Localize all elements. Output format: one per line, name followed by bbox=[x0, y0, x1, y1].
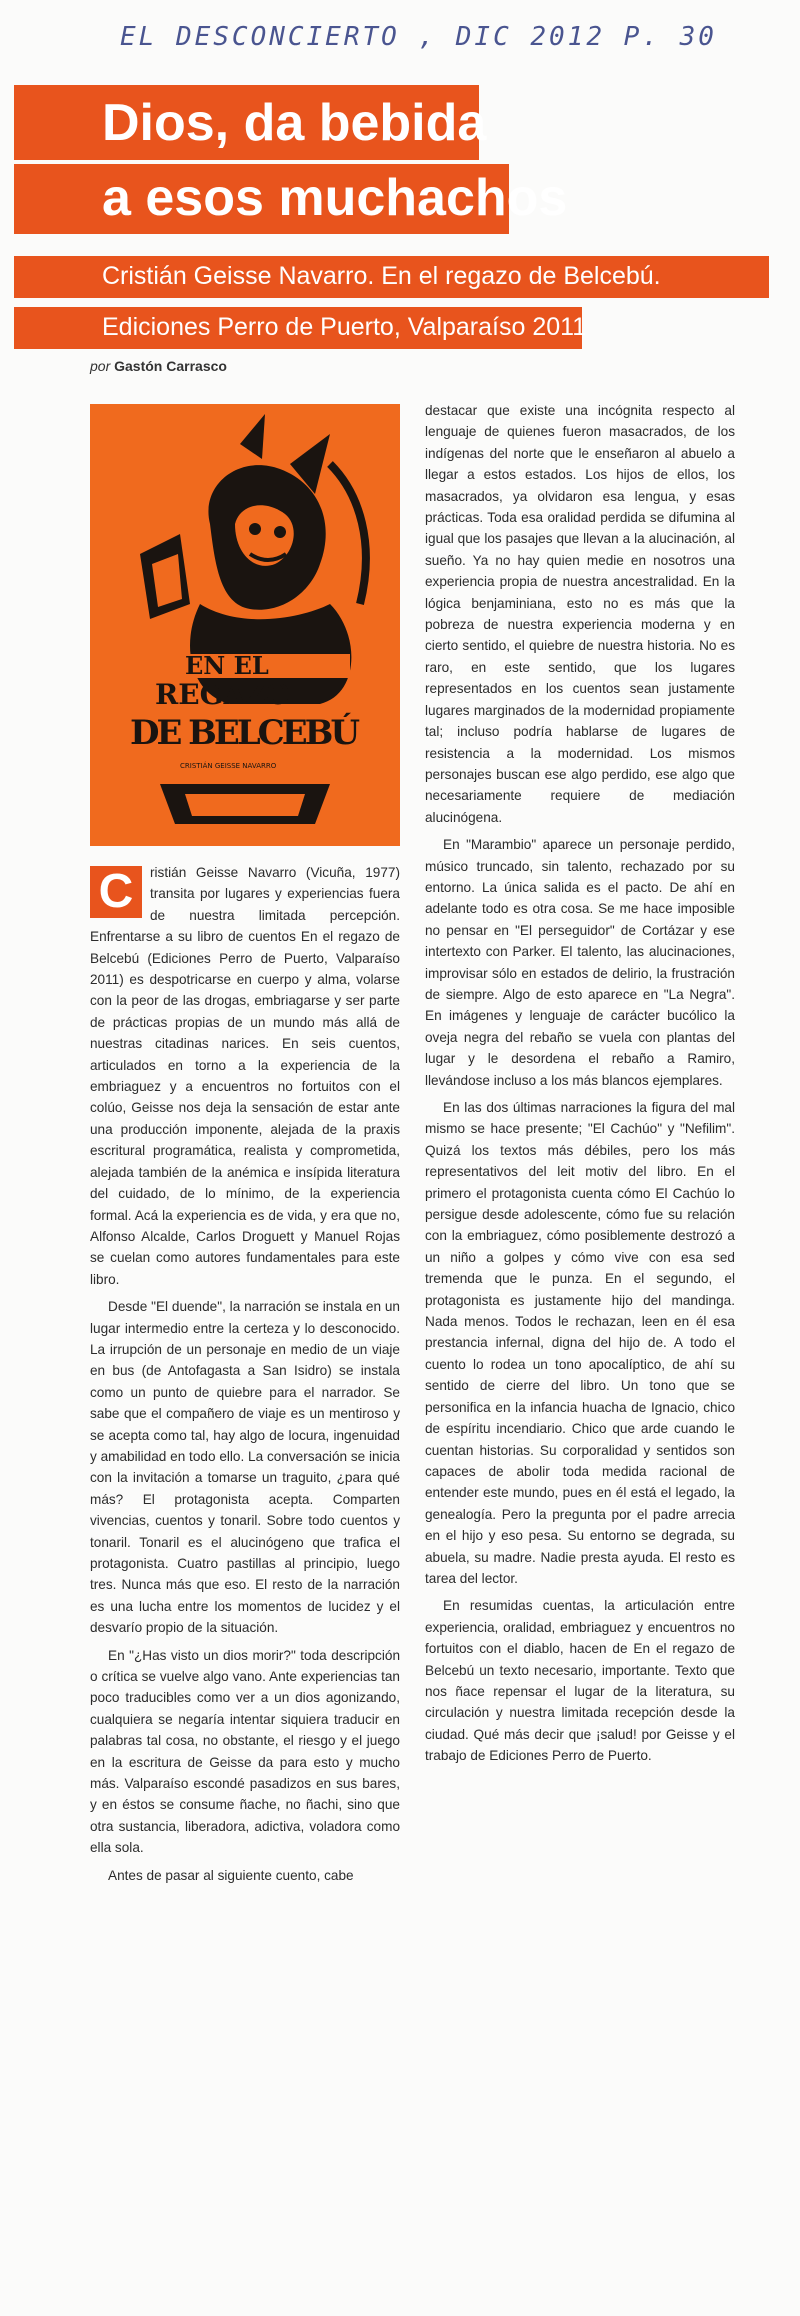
cover-author: CRISTIÁN GEISSE NAVARRO bbox=[180, 762, 277, 770]
article-paragraph: Antes de pasar al siguiente cuento, cabe bbox=[108, 1867, 354, 1883]
handwritten-note: EL DESCONCIERTO , DIC 2012 P. 30 bbox=[120, 22, 717, 52]
byline-prefix: por bbox=[90, 358, 111, 374]
book-cover-image bbox=[90, 404, 400, 846]
article-paragraph: En "Marambio" aparece un personaje perdido, músico truncado, sin talento, rechazado por su entorno. La única salida es el pacto. De ahí en adelante todo es otra cosa. Se me hace imposible no pensar en "El perseguidor" de Cortázar y ese intertexto con Parker. El talento, las alucinaciones, improvisar sólo en estados de delirio, la frustración de siempre. Algo de esto aparece en "La Negra". En imágenes y lenguaje de carácter bucólico la oveja negra del rebaño se vuela con plantas del lugar y le desordena el rebaño a Ramiro, llevándose incluso a los más blancos ejemplares. bbox=[425, 837, 735, 1088]
drop-cap: C bbox=[90, 866, 142, 918]
article-paragraph: En "¿Has visto un dios morir?" toda descripción o crítica se vuelve algo vano. Ante experiencias tan poco traducibles como ver a un dios agonizando, cualquiera se negaría intentar siquiera traducir en palabras tal cosa, no obstante, el riesgo y el juego en la escritura de Geisse da para esto y mucho más. Valparaíso escondé pasadizos en sus bares, y en éstos se consume ñache, no ñachi, sino que otra sustancia, liberadora, adictiva, voladora como ella sola. bbox=[90, 1647, 400, 1856]
article-paragraph: destacar que existe una incógnita respecto al lenguaje de quienes fueron masacrados, de los indígenas del norte que le enseñaron al abuelo a llegar a estos estados. Los hijos de ellos, los masacrados, ya olvidaron esa lengua, y esas prácticas. Toda esa oralidad perdida se difumina al igual que los pasajes que llevan a la alucinación, al sueño. Ya no hay quien medie en nosotros una experiencia propia de nuestra ancestralidad. En la lógica benjaminiana, esto no es más que la pobreza de nuestra experiencia moderna y en cierto sentido, el quiebre de nuestra historia. No es raro, en este sentido, que los lugares representados en los cuentos sean justamente lugares marginados de la modernidad propiamente tal; incluso podría hablarse de lugares de resistencia a la modernidad. Los mismos personajes buscan ese algo perdido, ese algo que necesariamente requiere de mediación alucinógena. bbox=[425, 403, 735, 825]
article-paragraph: En resumidas cuentas, la articulación entre experiencia, oralidad, embriaguez y encuentros no fortuitos con el diablo, hacen de En el regazo de Belcebú un texto necesario, importante. Texto que nos ñace repensar el lugar de la literatura, su circulación y nuestra limitada recepción desde la ciudad. Qué más decir que ¡salud! por Geisse y el trabajo de Ediciones Perro de Puerto. bbox=[425, 1598, 735, 1764]
paragraph-text: ristián Geisse Navarro (Vicuña, 1977) transita por lugares y experiencias fuera de nuestra limitada percepción. Enfrentarse a su libro de cuentos En el regazo de Belcebú (Ediciones Perro de Puerto, Valparaíso 2011) es despotricarse en cuerpo y alma, volarse con la peor de las drogas, embriagarse y ser parte de prácticas propias de un mundo más allá de nuestras citadinas narices. En seis cuentos, articulados en torno a la experiencia de la embriaguez y a encuentros no fortuitos con el colúo, Geisse nos deja la sensación de estar ante una producción imponente, alejada de la praxis escritural programática, realista y comprometida, alejada también de la anémica e insípida literatura del cuidado, de lo mínimo, de la experiencia formal. Acá la experiencia es de vida, y era que no, Alfonso Alcalde, Carlos Droguett y Manuel Rojas se cuelan como autores fundamentales para este libro. bbox=[90, 865, 400, 1287]
article-paragraph: Desde "El duende", la narración se instala en un lugar intermedio entre la certeza y lo desconocido. La irrupción de un personaje en medio de un viaje en bus (de Antofagasta a San Isidro) se instala como un punto de quiebre para el narrador. Se sabe que el compañero de viaje es un mentiroso y se acepta como tal, hay algo de locura, ingenuidad y amabilidad en todo ello. La conversación se inicia con la invitación a tomarse un traguito, ¿para qué más? El protagonista acepta. Comparten vivencias, cuentos y tonaril. Sobre todo cuentos y tonaril. Tonaril es el alucinógeno que trafica el protagonista. Cuatro pastillas al principio, luego tres. Nunca más que eso. El resto de la narración es una lucha entre los momentos de lucidez y el desvarío propio de la situación. bbox=[90, 1299, 400, 1636]
cover-title-3: DE BELCEBÚ bbox=[130, 713, 360, 753]
book-cover-illustration bbox=[90, 404, 400, 846]
byline-author: Gastón Carrasco bbox=[114, 358, 227, 374]
cover-title-2: REGAZO bbox=[155, 678, 291, 711]
headline-line-2: a esos muchachos bbox=[14, 164, 509, 234]
headline-line-1: Dios, da bebida bbox=[14, 85, 479, 160]
cover-title-1: EN EL bbox=[185, 651, 269, 680]
article-column-right bbox=[425, 400, 735, 1773]
byline bbox=[90, 358, 227, 374]
article-paragraph bbox=[90, 862, 400, 1290]
article-paragraph: En las dos últimas narraciones la figura del mal mismo se hace presente; "El Cachúo" y "Nefilim". Quizá los textos más débiles, pero los más representativos del leit motiv del libro. En el primero el protagonista cuenta cómo El Cachúo lo persigue desde adolescente, cómo fue su relación con la embriaguez, cómo posiblemente destrozó a un niño a golpes y cómo vive con esa sed tremenda que le punza. En el segundo, el protagonista es justamente hijo del mandinga. Nada menos. Todos le rechazan, leen en él esa prestancia infernal, digna del hijo de. A todo el cuento lo rodea un tono apocalíptico, de ahí su sentido de cierre del libro. Un tono que se personifica en la infancia huacha de Ignacio, chico de espíritu incendiario. Chico que arde cuando le cuentan historias. Su corporalidad y sentidos son capaces de abolir toda medida racional de entender este mundo, pues en él está el legado, la genealogía. Pero la pregunta por el padre arrecia en el hijo y eso pesa. Su entorno se degrada, su abuela, su madre. Nadie presta ayuda. El resto es tarea del lector. bbox=[425, 1100, 735, 1586]
subtitle-line-1: Cristián Geisse Navarro. En el regazo de Belcebú. bbox=[14, 256, 769, 298]
article-column-left bbox=[90, 862, 400, 1892]
subtitle-line-2: Ediciones Perro de Puerto, Valparaíso 2011 bbox=[14, 307, 582, 349]
